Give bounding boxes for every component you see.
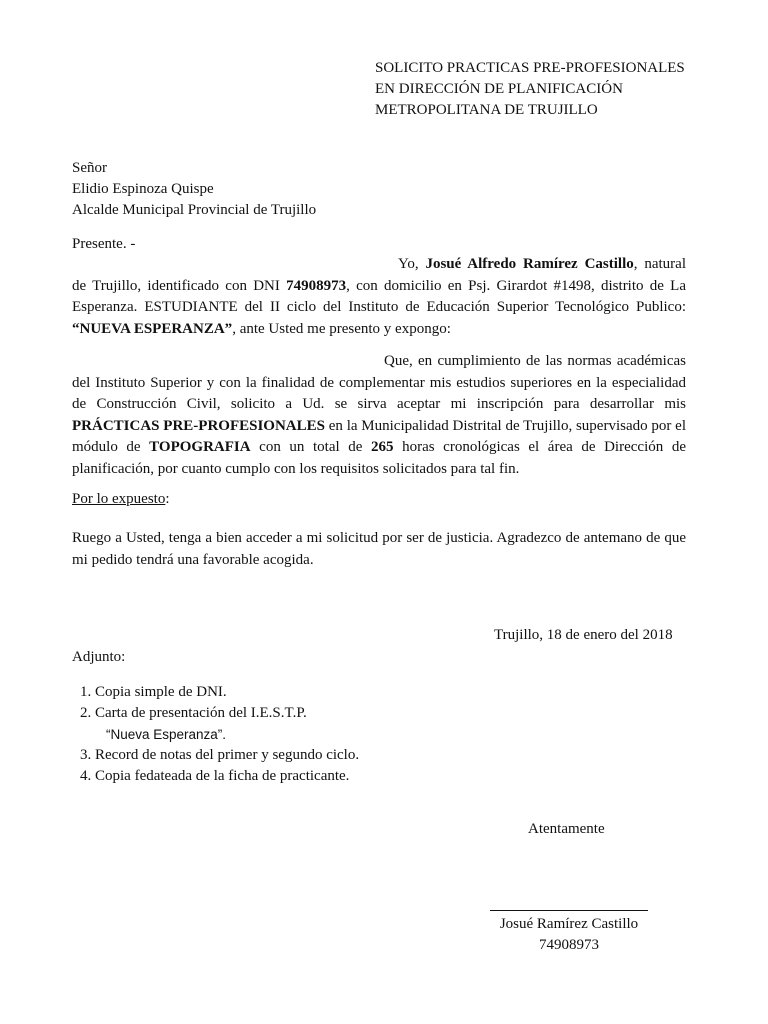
intro-paragraph [72, 254, 686, 340]
subject-line-1: SOLICITO PRACTICAS PRE-PROFESIONALES [375, 60, 685, 76]
addressee-block [72, 158, 316, 221]
hours-count: 265 [371, 439, 394, 456]
attachment-item: 1. Copia simple de DNI. [80, 684, 227, 700]
addressee-salutation: Señor [72, 160, 107, 176]
attachment-item: 3. Record de notas del primer y segundo ciclo. [80, 747, 360, 763]
body-text-4: horas cronológicas el área de Dirección de planificación, por cuanto cumplo con los requisitos solicitados para tal fin. [72, 439, 686, 477]
intro-text-2: , natural de Trujillo, identificado con DNI [72, 256, 686, 294]
signature-dni: 74908973 [539, 937, 599, 953]
intro-text-4: , ante Usted me presento y expongo: [232, 320, 451, 337]
subject-line-2: EN DIRECCIÓN DE PLANIFICACIÓN [375, 81, 623, 97]
applicant-name: Josué Alfredo Ramírez Castillo [425, 256, 634, 272]
attachments-list [80, 682, 359, 787]
subject-block [375, 58, 685, 121]
por-lo-expuesto: Por lo expuesto [72, 491, 166, 507]
body-text-2: en la Municipalidad Distrital de Trujillo, supervisado por el módulo de [72, 417, 686, 456]
addressee-position: Alcalde Municipal Provincial de Trujillo [72, 202, 317, 218]
body-text-3: con un total de [250, 439, 371, 456]
intro-text-3: , con domicilio en Psj. Girardot #1498, distrito de La Esperanza. ESTUDIANTE del II ciclo del Instituto de Educación Superior Tecnológico Publico: [72, 277, 686, 316]
intro-text-1: Yo, [398, 256, 426, 272]
module-name: TOPOGRAFIA [149, 439, 251, 456]
attachment-item: 4. Copia fedateada de la ficha de practicante. [80, 768, 350, 784]
attachment-item: 2. Carta de presentación del I.E.S.T.P. [80, 705, 307, 721]
addressee-name: Elidio Espinoza Quispe [72, 181, 214, 197]
institute-name: “NUEVA ESPERANZA” [72, 320, 233, 337]
closing: Atentamente [528, 821, 605, 837]
greeting: Presente. - [72, 236, 136, 252]
signature-line [490, 910, 648, 911]
attachment-item-continuation: “Nueva Esperanza”. [106, 727, 227, 742]
attachments-label: Adjunto: [72, 649, 126, 665]
por-lo-expuesto-colon: : [165, 491, 170, 507]
body-text-1: Que, en cumplimiento de las normas académicas del Instituto Superior y con la finalidad de complementar mis estudios superiores en la especialidad de Construcción Civil, solicito a Ud. se sirva aceptar mi inscripción para desarrollar mis [72, 353, 686, 413]
practicas-label: PRÁCTICAS PRE-PROFESIONALES [72, 417, 325, 434]
por-lo-expuesto-line [72, 488, 170, 510]
applicant-dni: 74908973 [286, 277, 347, 294]
signature-name: Josué Ramírez Castillo [499, 916, 639, 932]
subject-line-3: METROPOLITANA DE TRUJILLO [375, 102, 598, 118]
request-paragraph: Ruego a Usted, tenga a bien acceder a mi solicitud por ser de justicia. Agradezco de antemano de que mi pedido tendrá una favorable acogida. [72, 530, 686, 568]
date-line: Trujillo, 18 de enero del 2018 [494, 627, 673, 643]
body-paragraph [72, 351, 686, 481]
